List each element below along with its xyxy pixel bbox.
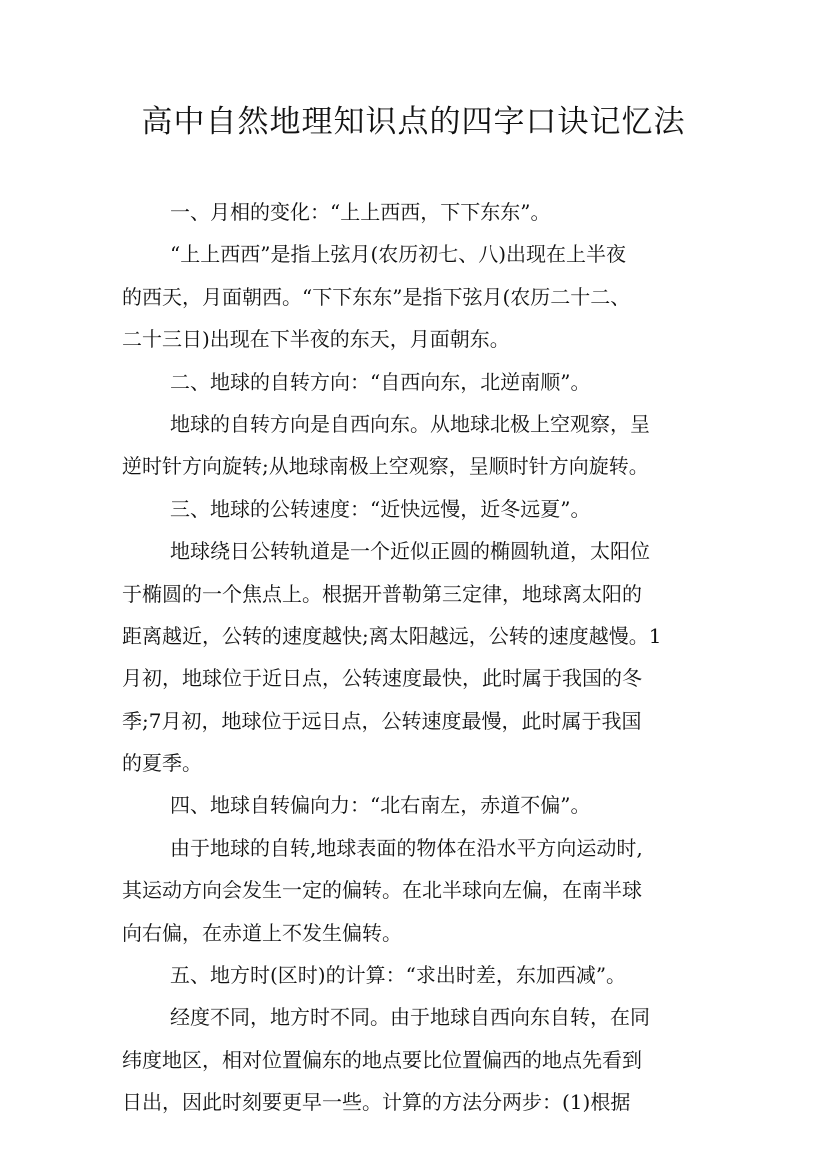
section-heading-rotation: 二、地球的自转方向：“自西向东，北逆南顺”。 [170, 369, 591, 394]
paragraph-line: “上上西西”是指上弦月(农历初七、八)出现在上半夜 [170, 242, 627, 267]
paragraph-line: 月初，地球位于近日点，公转速度最快，此时属于我国的冬 [122, 666, 642, 691]
section-heading-revolution: 三、地球的公转速度：“近快远慢，近冬远夏”。 [170, 496, 591, 521]
paragraph-line: 地球绕日公转轨道是一个近似正圆的椭圆轨道，太阳位 [170, 539, 650, 564]
paragraph-line: 向右偏，在赤道上不发生偏转。 [122, 920, 402, 945]
paragraph-line: 的夏季。 [122, 751, 202, 776]
paragraph-line: 的西天，月面朝西。“下下东东”是指下弦月(农历二十二、 [122, 284, 631, 309]
paragraph-line: 于椭圆的一个焦点上。根据开普勒第三定律，地球离太阳的 [122, 581, 642, 606]
paragraph-line: 由于地球的自转,地球表面的物体在沿水平方向运动时, [170, 835, 643, 860]
paragraph-line: 季;7月初，地球位于远日点，公转速度最慢，此时属于我国 [122, 708, 642, 733]
document-body [122, 191, 712, 1124]
paragraph-line: 地球的自转方向是自西向东。从地球北极上空观察，呈 [170, 411, 650, 436]
paragraph-line: 经度不同，地方时不同。由于地球自西向东自转，在同 [170, 1005, 650, 1030]
paragraph-line: 纬度地区，相对位置偏东的地点要比位置偏西的地点先看到 [122, 1047, 642, 1072]
section-heading-local-time: 五、地方时(区时)的计算：“求出时差，东加西减”。 [170, 963, 627, 988]
paragraph-line: 二十三日)出现在下半夜的东天，月面朝东。 [122, 327, 510, 352]
paragraph-line: 距离越近，公转的速度越快;离太阳越远，公转的速度越慢。1 [122, 623, 662, 648]
section-heading-moon-phase: 一、月相的变化：“上上西西，下下东东”。 [170, 200, 551, 224]
paragraph-line: 逆时针方向旋转;从地球南极上空观察，呈顺时针方向旋转。 [122, 454, 649, 479]
paragraph-line: 日出，因此时刻要更早一些。计算的方法分两步：(1)根据 [122, 1090, 631, 1115]
document-title: 高中自然地理知识点的四字口诀记忆法 [141, 104, 686, 140]
section-heading-coriolis: 四、地球自转偏向力：“北右南左，赤道不偏”。 [170, 793, 591, 818]
paragraph-line: 其运动方向会发生一定的偏转。在北半球向左偏，在南半球 [122, 878, 642, 903]
